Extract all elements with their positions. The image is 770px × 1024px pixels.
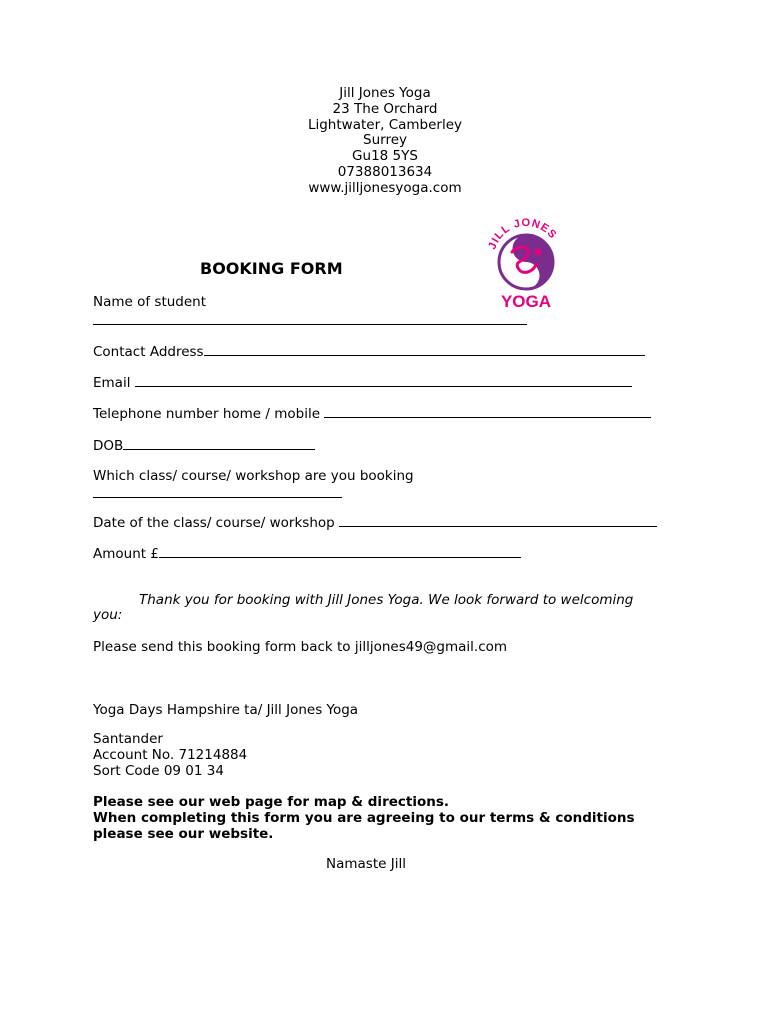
business-name: Jill Jones Yoga: [339, 85, 431, 101]
thanks-line-1: Thank you for booking with Jill Jones Yoga. We look forward to welcoming: [139, 592, 634, 608]
address-line-2: Lightwater, Camberley: [307, 116, 463, 133]
date-row[interactable]: [93, 514, 657, 531]
contact-address-field[interactable]: [204, 343, 645, 356]
date-label: Date of the class/ course/ workshop: [93, 515, 335, 531]
sort-code: Sort Code 09 01 34: [93, 762, 224, 779]
account-number: Account No. 71214884: [93, 746, 248, 763]
email-row[interactable]: [93, 374, 632, 391]
name-label: Name of student: [93, 294, 207, 310]
amount-field[interactable]: [159, 545, 521, 558]
jill-jones-yoga-logo: [478, 212, 574, 312]
send-back-instruction: Please send this booking form back to jilljones49@gmail.com: [93, 639, 508, 655]
address-postcode: Gu18 5YS: [352, 148, 418, 165]
telephone-row[interactable]: [93, 405, 651, 422]
notes-line-3: please see our website.: [93, 825, 274, 842]
telephone-label: Telephone number home / mobile: [93, 406, 321, 422]
email-field[interactable]: [135, 374, 632, 387]
terms-notes: [93, 795, 635, 842]
telephone-field[interactable]: [324, 405, 651, 418]
logo-top-text: JILL JONES: [486, 216, 560, 252]
email-label: Email: [93, 375, 131, 391]
business-website[interactable]: www.jilljonesyoga.com: [308, 179, 462, 196]
address-line-1: 23 The Orchard: [332, 100, 438, 117]
date-field[interactable]: [339, 514, 657, 527]
class-label: Which class/ course/ workshop are you booking: [93, 468, 414, 484]
dob-row[interactable]: [93, 437, 315, 454]
name-field[interactable]: [93, 312, 527, 329]
bank-details: [93, 732, 247, 779]
dob-label: DOB: [93, 438, 124, 454]
notes-line-1: Please see our web page for map & directions.: [93, 794, 450, 810]
notes-line-2: When completing this form you are agreeing to our terms & conditions: [93, 809, 635, 826]
form-title: BOOKING FORM: [200, 259, 343, 278]
signoff: Namaste Jill: [326, 856, 406, 872]
contact-address-row[interactable]: [93, 343, 645, 360]
amount-label: Amount £: [93, 546, 159, 562]
dob-field[interactable]: [123, 437, 315, 450]
class-field[interactable]: [93, 485, 342, 502]
address-county: Surrey: [363, 132, 407, 149]
bank-name: Santander: [93, 731, 163, 747]
contact-address-label: Contact Address: [93, 344, 204, 360]
thanks-line-2: you:: [93, 607, 123, 623]
logo-bottom-text: YOGA: [500, 292, 552, 311]
payee-name: Yoga Days Hampshire ta/ Jill Jones Yoga: [93, 702, 359, 718]
amount-row[interactable]: [93, 545, 521, 562]
business-header: [0, 86, 770, 197]
business-phone: 07388013634: [337, 163, 433, 180]
